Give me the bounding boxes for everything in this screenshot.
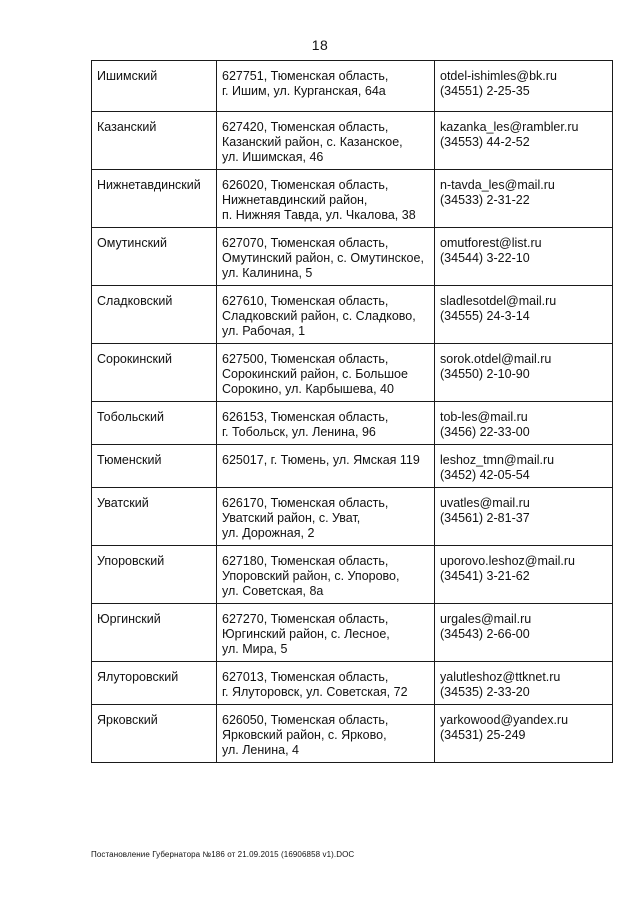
district-cell: Ялуторовский [92, 662, 217, 705]
contact-cell: uvatles@mail.ru (34561) 2-81-37 [435, 488, 613, 546]
contact-cell: leshoz_tmn@mail.ru (3452) 42-05-54 [435, 445, 613, 488]
table-row [92, 604, 613, 662]
address-cell: 626153, Тюменская область, г. Тобольск, ул. Ленина, 96 [217, 402, 435, 445]
contact-cell: uporovo.leshoz@mail.ru (34541) 3-21-62 [435, 546, 613, 604]
district-cell: Ишимский [92, 61, 217, 112]
page-number: 18 [311, 37, 329, 53]
table-row [92, 170, 613, 228]
district-cell: Тобольский [92, 402, 217, 445]
address-cell: 626020, Тюменская область, Нижнетавдинский район, п. Нижняя Тавда, ул. Чкалова, 38 [217, 170, 435, 228]
district-cell: Ярковский [92, 705, 217, 763]
district-cell: Тюменский [92, 445, 217, 488]
address-cell: 627500, Тюменская область, Сорокинский район, с. Большое Сорокино, ул. Карбышева, 40 [217, 344, 435, 402]
district-cell: Уватский [92, 488, 217, 546]
table-body [92, 61, 613, 763]
table-row [92, 445, 613, 488]
contact-cell: kazanka_les@rambler.ru (34553) 44-2-52 [435, 112, 613, 170]
table-row [92, 402, 613, 445]
address-cell: 627180, Тюменская область, Упоровский район, с. Упорово, ул. Советская, 8а [217, 546, 435, 604]
address-cell: 627751, Тюменская область, г. Ишим, ул. Курганская, 64а [217, 61, 435, 112]
table-row [92, 112, 613, 170]
district-cell: Юргинский [92, 604, 217, 662]
address-cell: 626050, Тюменская область, Ярковский район, с. Ярково, ул. Ленина, 4 [217, 705, 435, 763]
district-cell: Сорокинский [92, 344, 217, 402]
address-cell: 627610, Тюменская область, Сладковский район, с. Сладково, ул. Рабочая, 1 [217, 286, 435, 344]
table-row [92, 662, 613, 705]
contact-cell: urgales@mail.ru (34543) 2-66-00 [435, 604, 613, 662]
contact-cell: otdel-ishimles@bk.ru (34551) 2-25-35 [435, 61, 613, 112]
contact-cell: yarkowood@yandex.ru (34531) 25-249 [435, 705, 613, 763]
address-cell: 627420, Тюменская область, Казанский район, с. Казанское, ул. Ишимская, 46 [217, 112, 435, 170]
district-cell: Нижнетавдинский [92, 170, 217, 228]
contact-cell: tob-les@mail.ru (3456) 22-33-00 [435, 402, 613, 445]
table-row [92, 705, 613, 763]
address-cell: 627070, Тюменская область, Омутинский район, с. Омутинское, ул. Калинина, 5 [217, 228, 435, 286]
contact-cell: omutforest@list.ru (34544) 3-22-10 [435, 228, 613, 286]
document-footer: Постановление Губернатора №186 от 21.09.2015 (16906858 v1).DOC [91, 850, 355, 859]
address-cell: 626170, Тюменская область, Уватский район, с. Уват, ул. Дорожная, 2 [217, 488, 435, 546]
district-cell: Омутинский [92, 228, 217, 286]
district-cell: Казанский [92, 112, 217, 170]
address-cell: 625017, г. Тюмень, ул. Ямская 119 [217, 445, 435, 488]
table-row [92, 488, 613, 546]
table-row [92, 228, 613, 286]
table-row [92, 286, 613, 344]
address-cell: 627013, Тюменская область, г. Ялуторовск, ул. Советская, 72 [217, 662, 435, 705]
table-row [92, 344, 613, 402]
forestry-directory-table [91, 60, 613, 763]
contact-cell: sladlesotdel@mail.ru (34555) 24-3-14 [435, 286, 613, 344]
contact-cell: n-tavda_les@mail.ru (34533) 2-31-22 [435, 170, 613, 228]
district-cell: Сладковский [92, 286, 217, 344]
address-cell: 627270, Тюменская область, Юргинский район, с. Лесное, ул. Мира, 5 [217, 604, 435, 662]
contact-cell: sorok.otdel@mail.ru (34550) 2-10-90 [435, 344, 613, 402]
table-row [92, 546, 613, 604]
contact-cell: yalutleshoz@ttknet.ru (34535) 2-33-20 [435, 662, 613, 705]
table-row [92, 61, 613, 112]
district-cell: Упоровский [92, 546, 217, 604]
